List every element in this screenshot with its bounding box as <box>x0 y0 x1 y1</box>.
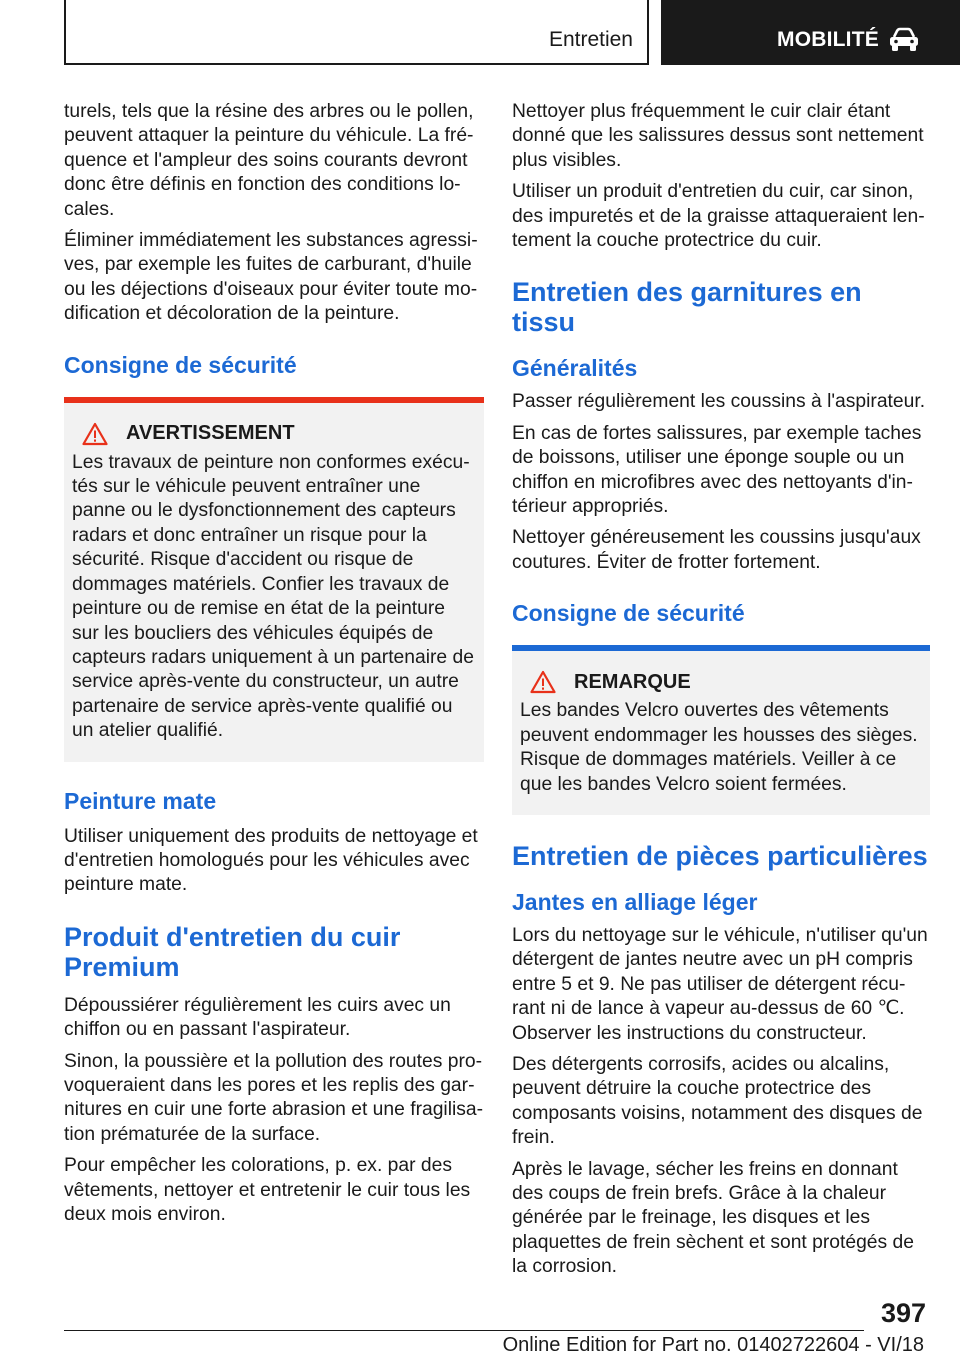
footer-divider <box>64 1330 864 1331</box>
paragraph: Des détergents corrosifs, acides ou alcalins, peuvent détruire la couche protectrice des composants voisins, notamment des disques de frein. <box>512 1053 923 1149</box>
paragraph: Nettoyer plus fréquemment le cuir clair étant donné que les salissures dessus sont nettement plus visibles. <box>512 101 924 171</box>
paragraph: Dépoussiérer régulièrement les cuirs avec un chiffon ou en passant l'aspirateur. <box>64 994 451 1041</box>
warning-triangle-icon <box>530 670 556 694</box>
paragraph: Utiliser un produit d'entretien du cuir, car sinon, des impuretés et de la graisse attaqueraient lentement la couche protectrice du cuir. <box>512 181 925 252</box>
page-number: 397 <box>880 1298 926 1328</box>
left-column <box>64 100 484 1234</box>
paragraph: Nettoyer généreusement les coussins jusqu'aux coutures. Éviter de frotter fortement. <box>512 527 921 573</box>
paragraph: Passer régulièrement les coussins à l'aspirateur. <box>512 391 926 413</box>
warning-box <box>64 397 484 762</box>
note-box <box>512 645 930 815</box>
header-chapter-tab <box>661 0 960 65</box>
footer-edition: Online Edition for Part no. 01402722604 - VI/18 <box>502 1334 924 1356</box>
paragraph: En cas de fortes salissures, par exemple taches de boissons, utiliser une éponge souple ou un chiffon en microfibres avec des nettoyants d'intérieur appropriés. <box>512 422 922 518</box>
paragraph: turels, tels que la résine des arbres ou le pollen, peuvent attaquer la peinture du véhicule. La fréquence et l'ampleur des soins courants devront donc être définis en fonction des conditions locales. <box>64 101 474 220</box>
paragraph: Sinon, la poussière et la pollution des routes provoqueraient dans les pores et les replis des garnitures en cuir une forte abrasion et une fragilisation prématurée de la surface. <box>64 1050 484 1145</box>
section-heading: Consigne de sécurité <box>64 351 297 378</box>
chapter-heading: Entretien de pièces particulières <box>512 840 928 871</box>
note-header <box>520 667 922 697</box>
subsection-heading: Peinture mate <box>64 787 217 814</box>
paragraph: Lors du nettoyage sur le véhicule, n'utiliser qu'un détergent de jantes neutre avec un pH compris entre 5 et 9. Ne pas utiliser de détergent récurant ni de lance à vapeur au-dessus de 60 ℃. Observer les instructions du constructeur. <box>512 924 928 1044</box>
paragraph: Utiliser uniquement des produits de nettoyage et d'entretien homologués pour les véhicules avec peinture mate. <box>64 825 478 896</box>
chapter-heading: Produit d'entretien du cuir Premium <box>64 921 401 982</box>
header-section-tab <box>64 0 649 65</box>
header-chapter-label: MOBILITÉ <box>777 28 879 51</box>
section-heading: Consigne de sécurité <box>512 600 745 627</box>
warning-header <box>72 419 476 449</box>
subsection-heading: Jantes en alliage léger <box>512 888 758 915</box>
chapter-heading: Entretien des garnitures en tissu <box>512 277 862 338</box>
note-label: REMARQUE <box>574 670 691 693</box>
paragraph: Pour empêcher les colorations, p. ex. par des vêtements, nettoyer et entretenir le cuir tous les deux mois environ. <box>64 1155 471 1225</box>
paragraph: Après le lavage, sécher les freins en donnant des coups de frein brefs. Grâce à la chaleur générée par le freinage, les disques et les plaquettes de frein sèchent et sont protégés de la corrosion. <box>512 1158 914 1278</box>
note-text: Les bandes Velcro ouvertes des vêtements peuvent endommager les housses des sièges. Risque de dommages matériels. Veiller à ce que les bandes Velcro soient fermées. <box>520 700 918 795</box>
subsection-heading: Généralités <box>512 355 638 382</box>
car-icon <box>888 26 920 54</box>
header-section-label: Entretien <box>548 28 633 51</box>
paragraph: Éliminer immédiatement les substances agressives, par exemple les fuites de carburant, d'huile ou les déjections d'oiseaux pour éviter toute modification et décoloration de la peinture. <box>64 230 478 325</box>
warning-triangle-icon <box>82 422 108 446</box>
warning-label: AVERTISSEMENT <box>126 422 295 445</box>
right-column <box>512 100 930 1287</box>
warning-text: Les travaux de peinture non conformes exécutés sur le véhicule peuvent entraîner une panne ou le dysfonctionnement des capteurs radars et donc entraîner un risque pour la sécurité. Risque d'accident ou risque de dommages matériels. Confier les travaux de peinture ou de remise en état de la peinture sur les boucliers des véhicules équipés de capteurs radars uniquement à un partenaire de service après-vente du constructeur, un autre partenaire de service après-vente qualifié ou un atelier qualifié. <box>72 451 474 742</box>
